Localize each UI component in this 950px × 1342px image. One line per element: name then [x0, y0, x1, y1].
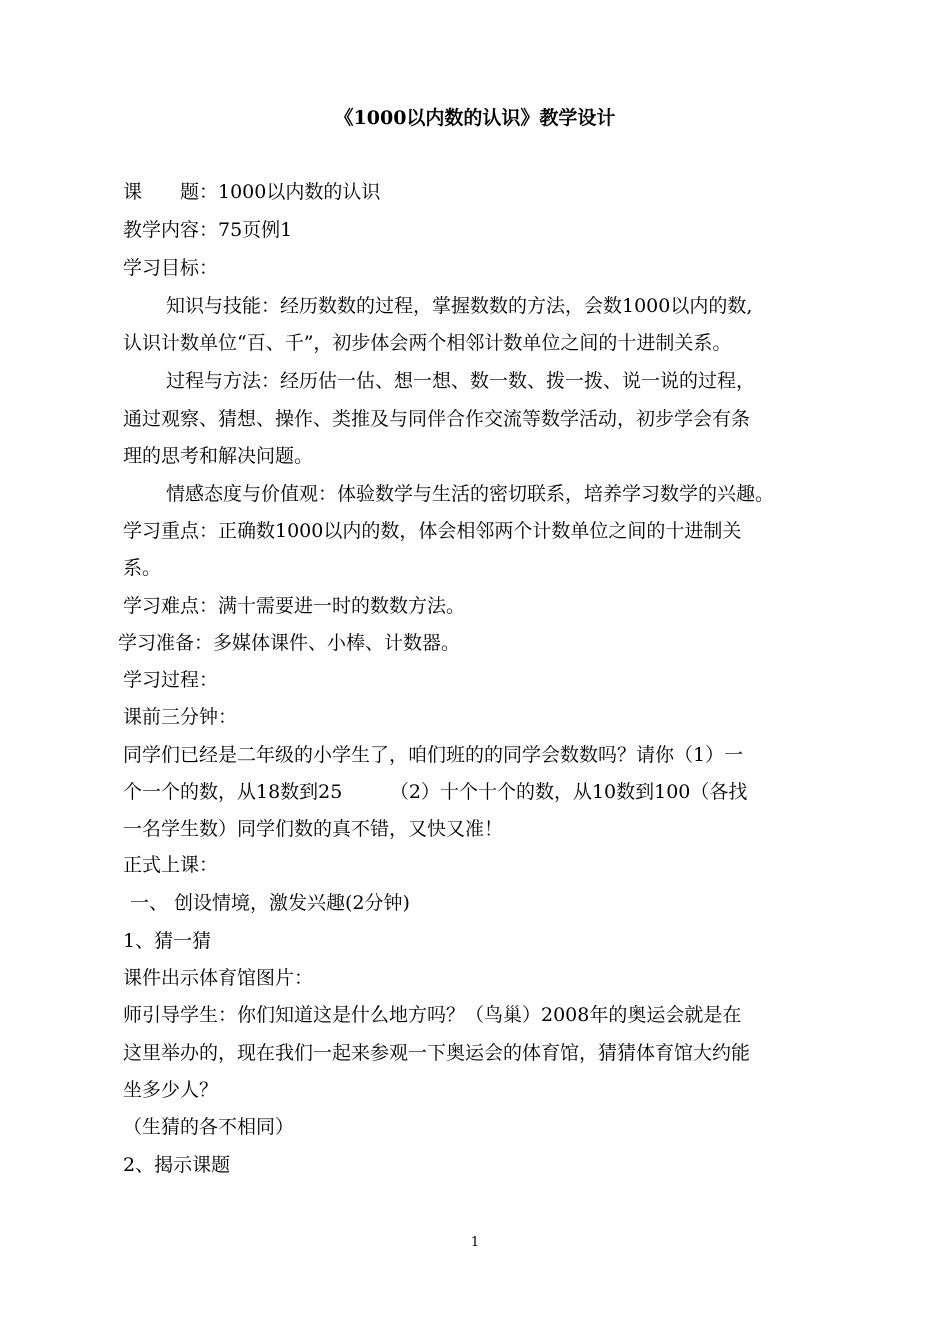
warmup-line-3: 一名学生数）同学们数的真不错，又快又准！: [123, 818, 504, 840]
student-guess-line: （生猜的各不相同）: [123, 1116, 295, 1138]
section-one-heading: 一、 创设情境，激发兴趣(2分钟): [130, 892, 410, 914]
difficulty-line: 学习难点：满十需要进一时的数数方法。: [123, 595, 466, 617]
guess-heading: 1、猜一猜: [123, 930, 212, 952]
key-points-line-1: 学习重点：正确数1000以内的数，体会相邻两个计数单位之间的十进制关: [123, 520, 742, 542]
attitude-values-line: 情感态度与价值观：体验数学与生活的密切联系，培养学习数学的兴趣。: [166, 483, 775, 505]
topic-line: 课 题：1000以内数的认识: [123, 181, 381, 203]
warmup-line-1: 同学们已经是二年级的小学生了，咱们班的的同学会数数吗？请你（1）一: [123, 744, 744, 766]
teacher-guide-line-3: 坐多少人？: [123, 1079, 219, 1101]
process-method-line-3: 理的思考和解决问题。: [123, 445, 314, 467]
teacher-guide-line-1: 师引导学生：你们知道这是什么地方吗？（鸟巢）2008年的奥运会就是在: [123, 1004, 742, 1026]
process-method-line-1: 过程与方法：经历估一估、想一想、数一数、拨一拨、说一说的过程，: [166, 370, 756, 392]
document-title: 《1000以内数的认识》教学设计: [334, 107, 616, 129]
courseware-line: 课件出示体育馆图片：: [123, 967, 314, 989]
reveal-topic-heading: 2、揭示课题: [123, 1154, 231, 1176]
page-number: 1: [470, 1235, 480, 1250]
warmup-heading: 课前三分钟：: [123, 706, 238, 728]
content-line: 教学内容：75页例1: [123, 219, 293, 241]
objectives-heading: 学习目标：: [123, 257, 219, 279]
process-method-line-2: 通过观察、猜想、操作、类推及与同伴合作交流等数学活动，初步学会有条: [123, 408, 751, 430]
knowledge-skill-line-1: 知识与技能：经历数数的过程，掌握数数的方法，会数1000以内的数,: [166, 295, 753, 317]
teacher-guide-line-2: 这里举办的，现在我们一起来参观一下奥运会的体育馆，猜猜体育馆大约能: [123, 1042, 751, 1064]
knowledge-skill-line-2: 认识计数单位“百、千”，初步体会两个相邻计数单位之间的十进制关系。: [123, 332, 732, 354]
key-points-line-2: 系。: [123, 557, 162, 579]
class-start-heading: 正式上课：: [123, 854, 219, 876]
warmup-line-2: 个一个的数，从18数到25 （2）十个十个的数，从10数到100（各找: [123, 781, 748, 803]
process-heading: 学习过程：: [123, 669, 219, 691]
preparation-line: 学习准备：多媒体课件、小棒、计数器。: [118, 632, 461, 654]
